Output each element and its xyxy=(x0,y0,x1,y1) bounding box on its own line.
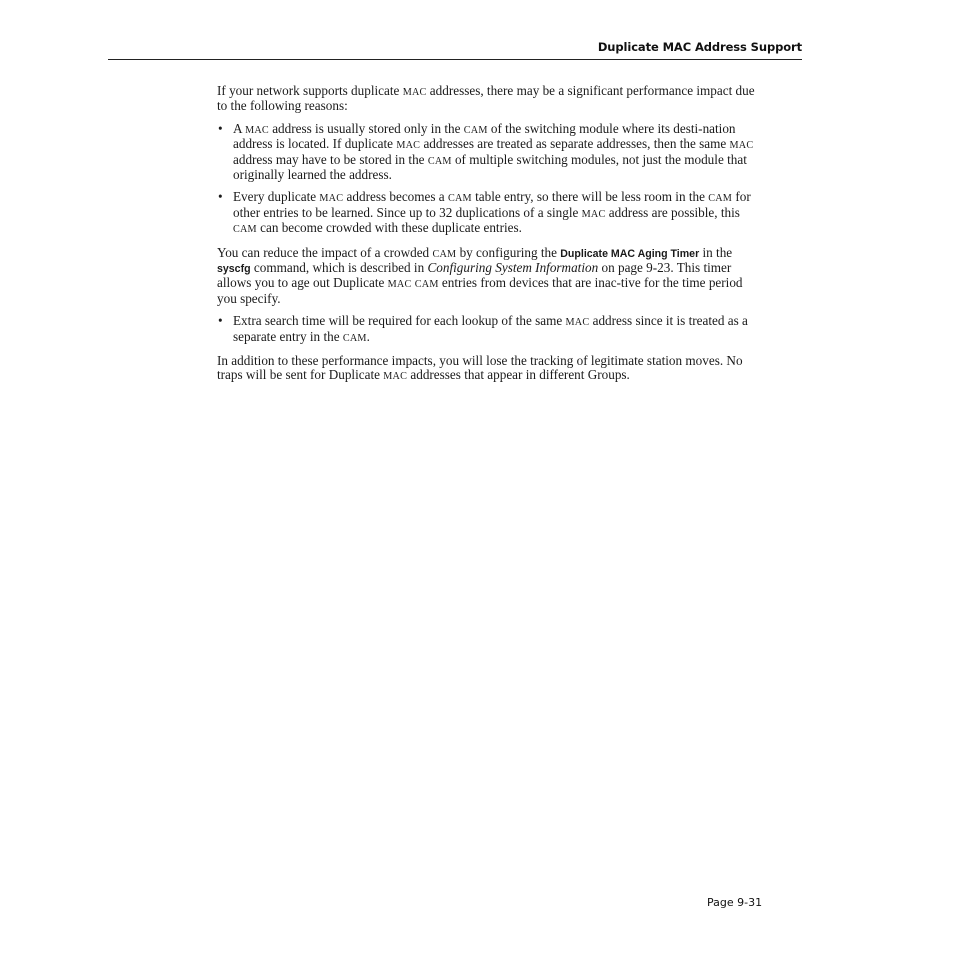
cross-reference: Configuring System Information xyxy=(427,260,599,276)
bullet-item-cam-entries: • Every duplicate MAC address becomes a CAM table entry, so there will be less room in the CAM for other entries to be learned. Since up to 32 duplications of a single MAC address are possible, this CAM can become crowded with these duplicate entries. xyxy=(218,189,751,236)
aging-timer-note: You can reduce the impact of a crowded CAM by configuring the Duplicate MAC Aging Timer in the syscfg command, which is described in Configuring System Information on page 9-23. This timer allows you to age out Duplicate MAC CAM entries from devices that are inac-tive for the time period you specify. xyxy=(217,244,743,306)
intro-paragraph: If your network supports duplicate MAC addresses, there may be a significant performance impact due to the following reasons: xyxy=(217,83,755,114)
aging-timer-label: Duplicate MAC Aging Timer xyxy=(560,247,700,260)
bullet-dot: • xyxy=(218,120,223,136)
bullet-dot: • xyxy=(218,313,223,329)
page-number: Page 9-31 xyxy=(707,896,763,909)
bullet-dot: • xyxy=(218,189,223,205)
body-text xyxy=(217,84,762,392)
running-header-title: Duplicate MAC Address Support xyxy=(597,40,802,54)
header-rule xyxy=(108,59,802,60)
bullet-item-search-time: • Extra search time will be required for each lookup of the same MAC address since it is treated as a separate entry in the CAM. xyxy=(218,313,748,344)
syscfg-command: syscfg xyxy=(217,263,251,276)
closing-paragraph: In addition to these performance impacts, you will lose the tracking of legitimate station moves. No traps will be sent for Duplicate MAC addresses that appear in different Groups. xyxy=(217,353,743,382)
bullet-item-cam-storage: • A MAC address is usually stored only in the CAM of the switching module where its desti-nation address is located. If duplicate MAC addresses are treated as separate addresses, then the same MAC address may have to be stored in the CAM of multiple switching modules, not just the module that originally learned the address. xyxy=(218,120,754,183)
